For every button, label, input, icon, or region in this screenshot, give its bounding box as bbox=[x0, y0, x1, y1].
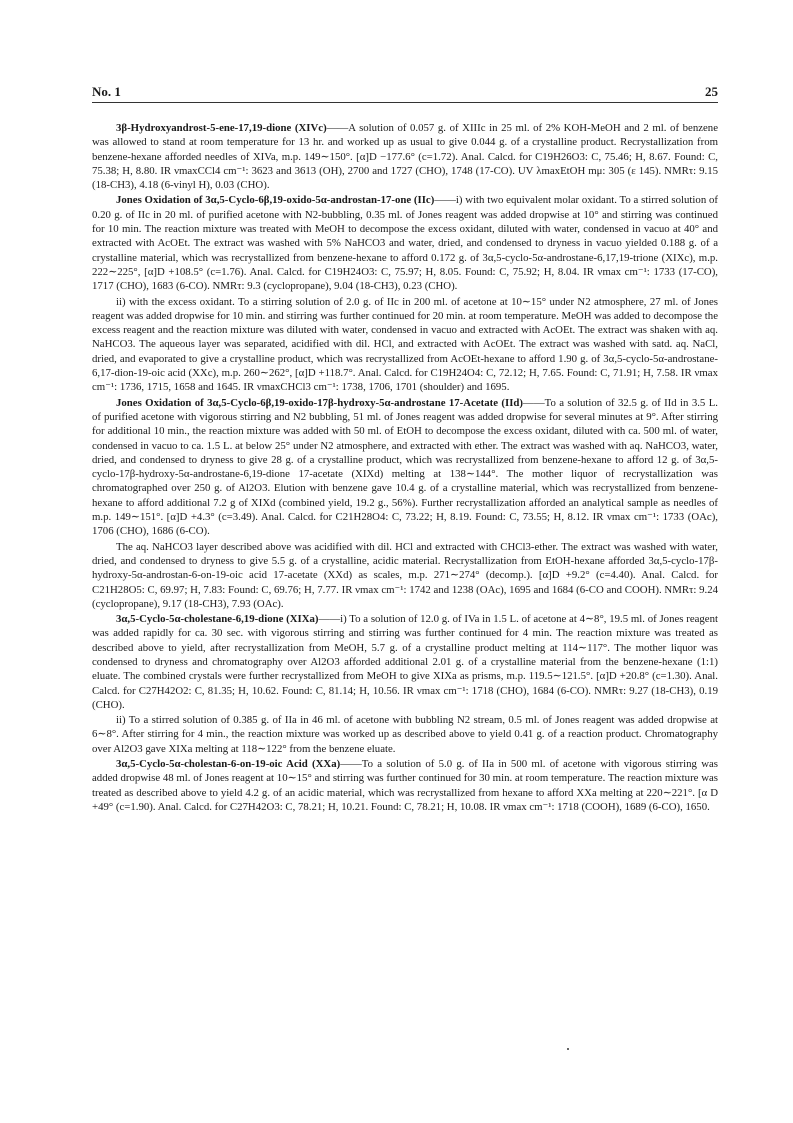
paragraph-text: ii) with the excess oxidant. To a stirring solution of 2.0 g. of IIc in 200 ml. of acetone at 10∼15° under N2 atmosphere, 27 ml. of Jones reagent was added dropwise for 10 min. and stirring was further continued for 20 min. at room temperature. MeOH was added to decompose the excess reagent and the reaction mixture was diluted with water, condensed in vacuo and extracted with AcOEt. The extract was shaken with aq. NaHCO3. The aqueous layer was separated, acidified with dil. HCl, and extracted with AcOEt. The extract was washed with satd. aq. NaCl, dried, and evaporated to give a crystalline product, which was recrystallized from AcOEt-hexane to afford 1.90 g. of 3α,5-cyclo-5α-androstane-6,17-dion-19-oic acid (XXc), m.p. 260∼262°, [α]D +118.7°. Anal. Calcd. for C19H24O4: C, 72.12; H, 7.65. Found: C, 71.91; H, 7.58. IR νmax cm⁻¹: 1736, 1715, 1658 and 1645. IR νmaxCHCl3 cm⁻¹: 1738, 1706, 1701 (shoulder) and 1695. bbox=[92, 295, 718, 394]
paragraph-text: ——i) with two equivalent molar oxidant. To a stirred solution of 0.20 g. of IIc in 20 ml. of purified acetone with N2-bubbling, 0.35 ml. of Jones reagent was added dropwise at 10° and stirring was continued for 10 min. The reaction mixture was treated with MeOH to decompose the excess oxidant, diluted with water, condensed in vacuo at 40° and extracted with AcOEt. The extract was washed with 5% NaHCO3 and water, dried, and condensed to dryness in vacuo yielded 0.188 g. of a crystalline material, which was recrystallized from benzene-hexane to afford 0.172 g. of 3α,5-cyclo-5α-androstane-6,17,19-trione (XIXc), m.p. 222∼225°, [α]D +108.5° (c=1.76). Anal. Calcd. for C19H24O3: C, 75.97; H, 8.05. Found: C, 75.92; H, 8.04. IR νmax cm⁻¹: 1733 (17-CO), 1717 (CHO), 1683 (6-CO). NMRτ: 9.3 (cyclopropane), 9.04 (18-CH3), 0.23 (CHO). bbox=[92, 194, 718, 293]
compound-heading: Jones Oxidation of 3α,5-Cyclo-6β,19-oxido-17β-hydroxy-5α-androstane 17-Acetate (IId) bbox=[116, 396, 524, 409]
compound-heading: 3β-Hydroxyandrost-5-ene-17,19-dione (XIVc) bbox=[116, 122, 327, 134]
running-header bbox=[92, 84, 718, 103]
paragraph-text: ——To a solution of 5.0 g. of IIa in 500 ml. of acetone with vigorous stirring was added dropwise 48 ml. of Jones reagent at 10∼15° and stirring was further continued for 30 min. at room temperature. The reaction mixture was treated as described above to yield 4.2 g. of an acidic material, which was recrystallized from hexane to afford XXa melting at 220∼221°. [α D +49° (c=1.90). Anal. Calcd. for C27H42O3: C, 78.21; H, 10.21. Found: C, 78.21; H, 10.08. IR νmax cm⁻¹: 1718 (COOH), 1689 (6-CO), 1650. bbox=[92, 758, 718, 813]
paragraph-text: ——To a solution of 32.5 g. of IId in 3.5 L. of purified acetone with vigorous stirring and N2 bubbling, 51 ml. of Jones reagent was added dropwise for several minutes at 9°. After stirring for additional 10 min., the reaction mixture was added with 50 ml. of EtOH to decompose the excess oxidant, diluted with ca. 500 ml. of water, condensed in vacuo to ca. 1.5 L. at below 25° under N2 atmosphere, and extracted with ether. The extract was washed with aq. NaHCO3, water, dried, and condensed to dryness to give 28 g. of a crystalline product, which was recrystallized from benzene-hexane to afford 12 g. of 3α,5-cyclo-17β-hydroxy-5α-androstane-6,19-dione 17-acetate (XIXd) melting at 138∼144°. The mother liquor of recrystallization was chromatographed over 250 g. of Al2O3. Elution with benzene gave 10.4 g. of a crystalline material, which was recrystallized from benzene-hexane to afford additional 7.2 g of XIXd (combined yield, 19.2 g., 56%). Further recrystallization afforded an analytical sample as needles of m.p. 149∼151°. [α]D +4.3° (c=3.49). Anal. Calcd. for C21H28O4: C, 73.22; H, 8.19. Found: C, 73.55; H, 8.12. IR νmax cm⁻¹: 1733 (OAc), 1706 (CHO), 1686 (6-CO). bbox=[92, 396, 718, 538]
paragraph-text: The aq. NaHCO3 layer described above was acidified with dil. HCl and extracted with CHCl3-ether. The extract was washed with water, dried, and condensed to dryness to give 5.5 g. of a crystalline, acidic material. Recrystallization from EtOH-hexane afforded 3α,5-cyclo-17β-hydroxy-5α-androstan-6-on-19-oic acid 17-acetate (XXd) as scales, m.p. 271∼274° (decomp.). [α]D +9.2° (c=4.40). Anal. Calcd. for C21H28O5: C, 69.97; H, 7.83: Found: C, 69.76; H, 7.77. IR νmax cm⁻¹: 1742 and 1238 (OAc), 1695 and 1684 (6-CO and COOH). NMRτ: 9.24 (cyclopropane), 9.17 (18-CH3), 7.93 (OAc). bbox=[92, 540, 718, 610]
paragraph-xixa bbox=[92, 612, 718, 712]
compound-heading: 3α,5-Cyclo-5α-cholestane-6,19-dione (XIXa) bbox=[116, 613, 319, 626]
compound-heading: Jones Oxidation of 3α,5-Cyclo-6β,19-oxido-5α-androstan-17-one (IIc) bbox=[116, 194, 435, 207]
paragraph-jones-oxidation-iic bbox=[92, 193, 718, 293]
page-number: 25 bbox=[705, 84, 718, 99]
paragraph-xivc bbox=[92, 121, 718, 192]
experimental-section bbox=[92, 121, 718, 815]
paragraph-xxa bbox=[92, 757, 718, 814]
paragraph-iic-excess-oxidant bbox=[92, 295, 718, 395]
paragraph-nahco3-layer bbox=[92, 540, 718, 611]
journal-issue-number: No. 1 bbox=[92, 84, 121, 99]
paragraph-jones-oxidation-iid bbox=[92, 396, 718, 539]
scan-speck bbox=[567, 1048, 569, 1050]
paragraph-xixa-ii bbox=[92, 713, 718, 756]
paragraph-text: ——i) To a solution of 12.0 g. of IVa in 1.5 L. of acetone at 4∼8°, 19.5 ml. of Jones reagent was added rapidly for ca. 30 sec. with vigorous stirring and stirring was further continued for 4 min. The reaction mixture was treated as described above to yield, after recrystallization from MeOH, 5.7 g. of a crystalline product melting at 114∼117°. The mother liquor was condensed to dryness and chromatography over Al2O3 afforded additional 2.01 g. of a crystalline material from the benzene-hexane (1:1) eluate. The combined crystals were further recrystallized from MeOH to give XIXa as prisms, m.p. 119.5∼121.5°. [α]D +20.8° (c=1.30). Anal. Calcd. for C27H42O2: C, 81.35; H, 10.62. Found: C, 81.14; H, 10.56. IR νmax cm⁻¹: 1718 (CHO), 1684 (6-CO). NMRτ: 9.27 (18-CH3), 0.19 (CHO). bbox=[92, 613, 718, 711]
paragraph-text: ii) To a stirred solution of 0.385 g. of IIa in 46 ml. of acetone with bubbling N2 stream, 0.5 ml. of Jones reagent was added dropwise at 6∼8°. After stirring for 4 min., the reaction mixture was worked up as described above to yield 0.41 g. of a reaction product. Chromatography over Al2O3 gave XIXa melting at 118∼122° from the benzene eluate. bbox=[92, 714, 718, 755]
paragraph-text: ——A solution of 0.057 g. of XIIIc in 25 ml. of 2% KOH-MeOH and 2 ml. of benzene was allowed to stand at room temperature for 13 hr. and worked up as usual to give 0.044 g. of a crystalline product. Recrystallization from benzene-hexane afforded needles of XIVa, m.p. 149∼150°. [α]D −177.6° (c=1.72). Anal. Calcd. for C19H26O3: C, 75.46; H, 8.67. Found: C, 75.38; H, 8.80. IR νmaxCCl4 cm⁻¹: 3623 and 3613 (OH), 2700 and 1727 (CHO), 1748 (17-CO). UV λmaxEtOH mμ: 305 (ε 145). NMRτ: 9.15 (18-CH3), 4.18 (6-vinyl H), 0.03 (CHO). bbox=[92, 122, 718, 192]
compound-heading: 3α,5-Cyclo-5α-cholestan-6-on-19-oic Acid (XXa) bbox=[116, 758, 341, 771]
